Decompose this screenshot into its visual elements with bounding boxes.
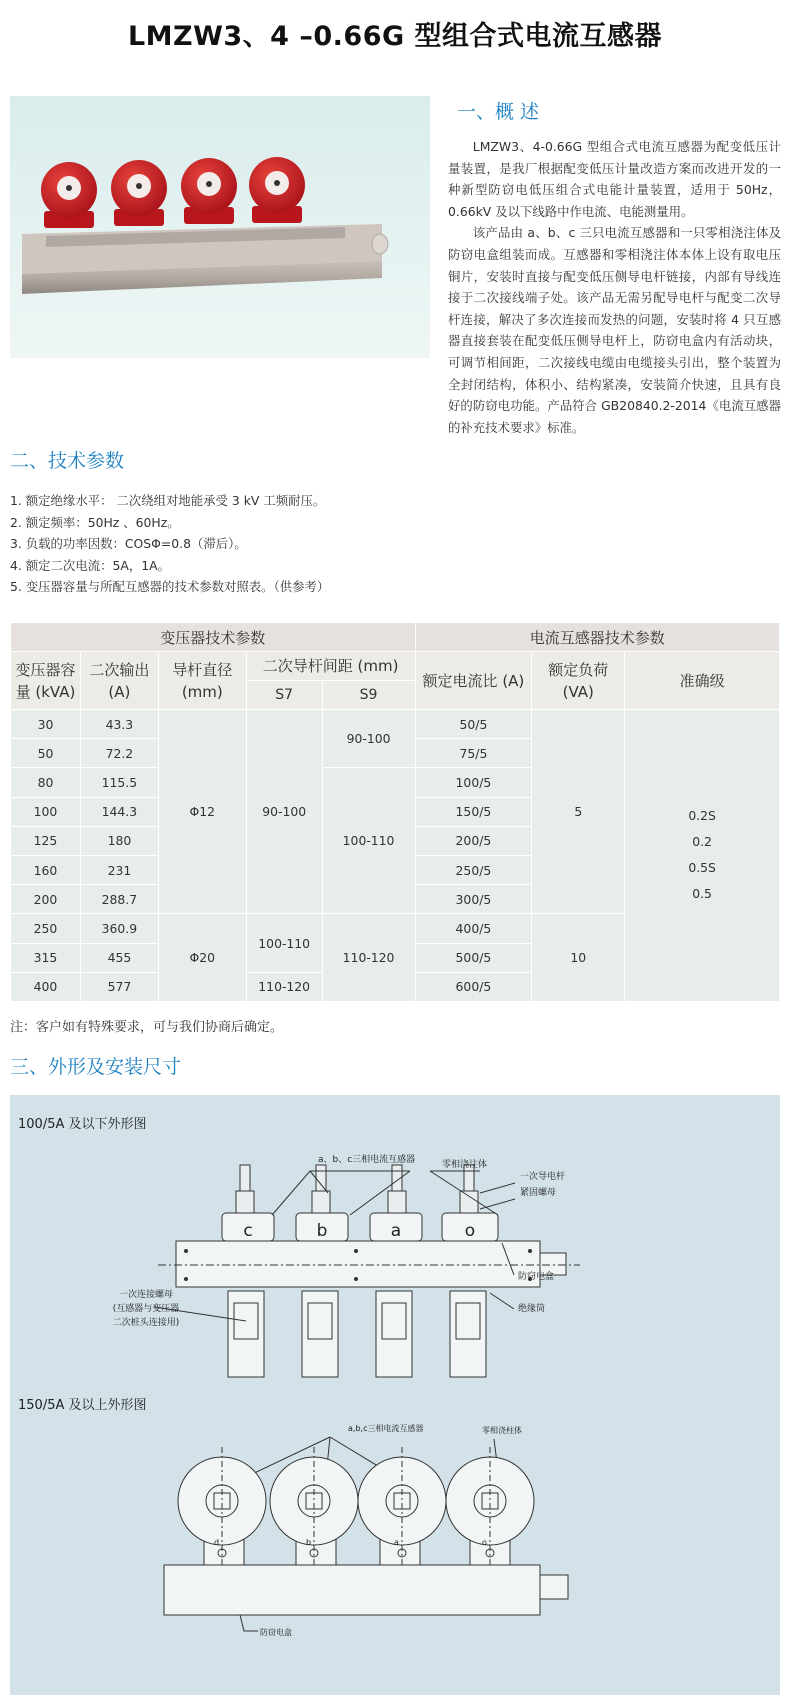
cell-output: 577 [80, 972, 158, 1001]
fig1-rods [236, 1165, 478, 1213]
fig2-label-zero: 零相浇柱体 [482, 1426, 522, 1435]
param-item: 2. 额定频率：50Hz 、60Hz。 [10, 514, 180, 530]
header-ratio: 额定电流比 (A) [415, 652, 532, 710]
product-photo [10, 96, 430, 358]
cell-capacity: 250 [11, 914, 81, 943]
fig1-label-tube: 绝缘筒 [518, 1304, 546, 1314]
cell-capacity: 400 [11, 972, 81, 1001]
cell-s9: 110-120 [322, 914, 415, 1002]
cell-ratio: 50/5 [415, 710, 532, 739]
accuracy-value: 0.5S [688, 860, 716, 876]
cell-output: 231 [80, 855, 158, 884]
cell-output: 360.9 [80, 914, 158, 943]
header-diameter: 导杆直径 (mm) [158, 652, 246, 710]
accuracy-value: 0.2 [692, 834, 712, 850]
header-output: 二次输出 (A) [80, 652, 158, 710]
group-ct: 电流互感器技术参数 [415, 623, 780, 652]
ct-red-3 [181, 158, 237, 224]
cell-capacity: 125 [11, 826, 81, 855]
dimension-drawings [10, 1095, 780, 1695]
fig1-letter-a: a [390, 1221, 402, 1241]
fig2-label-abc: a,b,c三相电流互感器 [348, 1424, 424, 1433]
cell-capacity: 80 [11, 768, 81, 797]
fig2-label-box: 防窃电盒 [260, 1628, 292, 1637]
fig1-letter-o: o [464, 1221, 476, 1241]
cell-accuracy [625, 710, 780, 1002]
cell-output: 115.5 [80, 768, 158, 797]
fig1-tubes [228, 1291, 486, 1377]
accuracy-value: 0.2S [688, 808, 716, 824]
cell-output: 455 [80, 943, 158, 972]
cell-capacity: 160 [11, 855, 81, 884]
cell-capacity: 100 [11, 797, 81, 826]
fig2-rings [178, 1457, 534, 1565]
fig1-label-nut: 紧固螺母 [520, 1188, 557, 1198]
cell-diameter: Φ12 [158, 710, 246, 914]
tech-params-list [10, 490, 329, 598]
fig1-ct-heads [222, 1213, 498, 1241]
fig1-label-box: 防窃电盒 [518, 1272, 555, 1282]
cell-capacity: 50 [11, 739, 81, 768]
page-title: LMZW3、4 –0.66G 型组合式电流互感器 [127, 21, 663, 52]
cell-ratio: 600/5 [415, 972, 532, 1001]
fig2-box [164, 1565, 540, 1615]
fig1-label-conn: (互感器与变压器 [112, 1304, 180, 1314]
header-s7: S7 [246, 681, 322, 710]
cell-s7: 90-100 [246, 710, 322, 914]
cell-ratio: 200/5 [415, 826, 532, 855]
ct-red-1 [41, 162, 97, 228]
cell-output: 180 [80, 826, 158, 855]
fig1-label-conn: 一次连接螺母 [118, 1290, 174, 1300]
cell-s7: 100-110 [246, 914, 322, 972]
param-item: 1. 额定绝缘水平： 二次绕组对地能承受 3 kV 工频耐压。 [10, 493, 326, 508]
fig1-label-zero: 零相浇注体 [442, 1160, 488, 1170]
ct-red-2 [111, 160, 167, 226]
cell-load: 10 [532, 914, 625, 1002]
fig2-letter: b [306, 1538, 312, 1547]
fig2-letter: o [482, 1538, 487, 1547]
cell-capacity: 315 [11, 943, 81, 972]
table-note: 注：客户如有特殊要求，可与我们协商后确定。 [10, 1020, 284, 1035]
header-s9: S9 [322, 681, 415, 710]
cell-ratio: 150/5 [415, 797, 532, 826]
fig1-tube-details [234, 1303, 480, 1339]
param-item: 5. 变压器容量与所配互感器的技术参数对照表。（供参考） [10, 579, 330, 594]
cell-diameter: Φ20 [158, 914, 246, 1002]
ct-red-4 [249, 157, 305, 223]
fig1-letter-c: c [243, 1221, 253, 1241]
group-transformer: 变压器技术参数 [11, 623, 416, 652]
fig2-letter: a [394, 1538, 399, 1547]
cell-s9: 100-110 [322, 768, 415, 914]
fig1-box [176, 1241, 540, 1287]
overview-paragraph: LMZW3、4-0.66G 型组合式电流互感器为配变低压计量装置，是我厂根据配变低压计量改造方案而改进开发的一种新型防窃电低压组合式电能计量装置，适用于 50Hz，0.66kV 及以下线路中作电流、电能测量用。 [448, 139, 781, 219]
header-spacing: 二次导杆间距 (mm) [246, 652, 415, 681]
param-item: 3. 负载的功率因数：COSΦ=0.8（滞后）。 [10, 536, 247, 551]
fig1-label-rod: 一次导电杆 [520, 1172, 566, 1182]
fig1-letter-b: b [316, 1221, 328, 1241]
tech-heading: 二、技术参数 [10, 450, 125, 472]
dims-heading: 三、外形及安装尺寸 [10, 1056, 182, 1078]
cell-s9: 90-100 [322, 710, 415, 768]
fig2-title: 150/5A 及以上外形图 [18, 1398, 147, 1413]
fig1-label-conn: 二次桩头连接用) [112, 1318, 180, 1328]
header-load: 额定负荷 (VA) [532, 652, 625, 710]
cell-capacity: 30 [11, 710, 81, 739]
fig1-label-abc: a、b、c三相电流互感器 [318, 1155, 416, 1165]
cell-output: 288.7 [80, 885, 158, 914]
cell-ratio: 75/5 [415, 739, 532, 768]
overview-text [448, 136, 781, 438]
fig2-connector [540, 1575, 568, 1599]
overview-heading: 一、概 述 [457, 101, 540, 123]
cell-output: 72.2 [80, 739, 158, 768]
cell-load: 5 [532, 710, 625, 914]
fig1-title: 100/5A 及以下外形图 [18, 1117, 147, 1132]
overview-paragraph: 该产品由 a、b、c 三只电流互感器和一只零相浇注体及防窃电盒组装而成。互感器和零相浇注体本体上设有取电压铜片，安装时直接与配变低压侧导电杆链接，内部有导线连接于二次接线端子处。该产品无需另配导电杆与配变二次导杆连接，解决了多次连接而发热的问题，安装时将 4 只互感器直接套装在配变低压侧导电杆上，防窃电盒内有活动块，可调节相间距，二次接线电缆由电缆接头引出，整个装置为全封闭结构，体积小、结构紧凑，安装简介快速，且具有良好的防窃电功能。产品符合 GB20840.2-2014《电流互感器的补充技术要求》标准。 [448, 225, 781, 435]
header-accuracy: 准确级 [625, 652, 780, 710]
cell-output: 43.3 [80, 710, 158, 739]
accuracy-value: 0.5 [692, 886, 712, 902]
param-item: 4. 额定二次电流：5A，1A。 [10, 557, 170, 573]
cell-ratio: 100/5 [415, 768, 532, 797]
cell-capacity: 200 [11, 885, 81, 914]
cell-s7: 110-120 [246, 972, 322, 1001]
bar-end-cap [372, 234, 388, 254]
cell-ratio: 500/5 [415, 943, 532, 972]
cell-output: 144.3 [80, 797, 158, 826]
header-capacity: 变压器容量 (kVA) [11, 652, 81, 710]
fig2-letter: d [214, 1538, 220, 1547]
cell-ratio: 300/5 [415, 885, 532, 914]
spec-table [10, 622, 780, 1002]
cell-ratio: 400/5 [415, 914, 532, 943]
table-row [11, 710, 780, 739]
cell-ratio: 250/5 [415, 855, 532, 884]
